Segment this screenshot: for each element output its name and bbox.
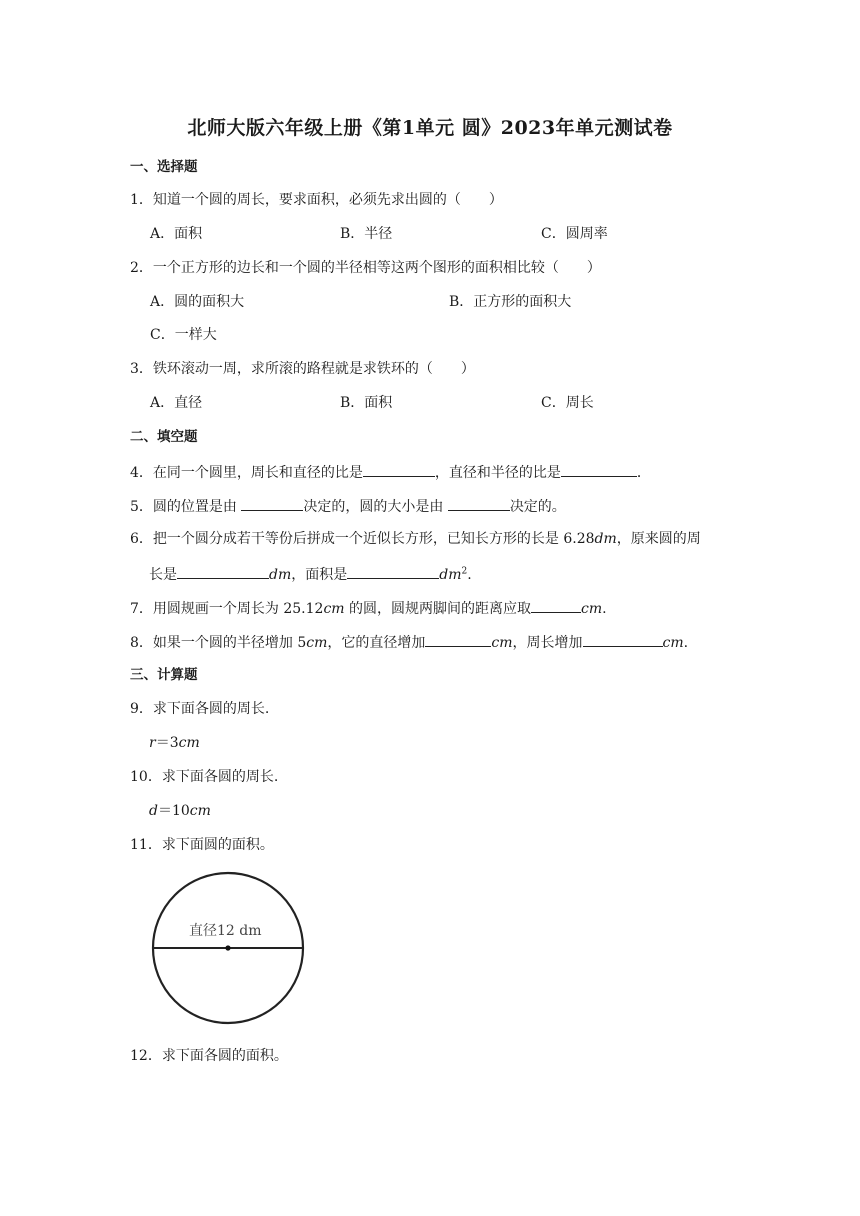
q6-unit-1: dm xyxy=(594,531,617,547)
q7-unit-2: cm xyxy=(581,601,603,617)
q10-variable: d xyxy=(149,803,158,819)
q4-text-3: ． xyxy=(636,465,651,481)
section-heading-fill: 二、填空题 xyxy=(130,429,198,445)
center-point xyxy=(225,945,230,950)
question-2: 2．一个正方形的边长和一个圆的半径相等这两个图形的面积相比较（ ） xyxy=(130,260,601,276)
q4-blank-1[interactable] xyxy=(363,461,435,477)
q7-text-3: . xyxy=(602,601,607,617)
q8-text-3: ，周长增加 xyxy=(512,635,583,651)
q6-blank-2[interactable] xyxy=(347,563,439,579)
question-5 xyxy=(130,495,566,517)
q1-option-b: B．半径 xyxy=(340,226,393,242)
q7-text-1: 7．用圆规画一个周长为 25.12 xyxy=(130,601,324,617)
question-1: 1．知道一个圆的周长，要求面积，必须先求出圆的（ ） xyxy=(130,192,503,208)
question-10: 10．求下面各圆的周长. xyxy=(130,769,279,785)
q10-given xyxy=(149,801,211,821)
q9-equals: ＝3 xyxy=(155,735,179,751)
q8-unit-3: cm xyxy=(662,635,684,651)
section-heading-calc: 三、计算题 xyxy=(130,667,198,683)
q7-blank-1[interactable] xyxy=(531,597,581,613)
q8-unit-1: cm xyxy=(306,635,328,651)
q6-unit-2: dm xyxy=(269,567,292,583)
q5-text-2: 决定的，圆的大小是由 xyxy=(303,499,448,515)
section-heading-choice: 一、选择题 xyxy=(130,159,198,175)
question-8 xyxy=(130,631,688,653)
q6-text-2: ，原来圆的周 xyxy=(616,531,701,547)
q8-text-2: ，它的直径增加 xyxy=(327,635,426,651)
q6-text-3: 长是 xyxy=(149,567,177,583)
question-6-line-1 xyxy=(130,529,701,549)
q2-option-c: C．一样大 xyxy=(150,327,217,343)
q9-unit: cm xyxy=(178,735,200,751)
q7-unit-1: cm xyxy=(323,601,345,617)
q5-text-1: 5．圆的位置是由 xyxy=(130,499,242,515)
q8-unit-2: cm xyxy=(491,635,513,651)
q3-option-a: A．直径 xyxy=(150,395,203,411)
q6-superscript: 2 xyxy=(461,566,468,577)
q8-text-1: 8．如果一个圆的半径增加 5 xyxy=(130,635,307,651)
q5-blank-2[interactable] xyxy=(448,495,510,511)
q10-unit: cm xyxy=(189,803,211,819)
q4-text-2: ，直径和半径的比是 xyxy=(434,465,561,481)
question-6-line-2 xyxy=(149,563,472,585)
q2-option-b: B．正方形的面积大 xyxy=(449,294,572,310)
q6-text-1: 6．把一个圆分成若干等份后拼成一个近似长方形，已知长方形的长是 6.28 xyxy=(130,531,595,547)
q1-option-a: A．面积 xyxy=(150,226,203,242)
q9-given xyxy=(149,733,200,753)
page-title: 北师大版六年级上册《第1单元 圆》2023年单元测试卷 xyxy=(187,117,673,139)
question-7 xyxy=(130,597,607,619)
question-3: 3．铁环滚动一周，求所滚的路程就是求铁环的（ ） xyxy=(130,361,475,377)
q5-blank-1[interactable] xyxy=(241,495,303,511)
q8-blank-1[interactable] xyxy=(425,631,491,647)
q10-equals: ＝10 xyxy=(157,803,190,819)
q3-option-c: C．周长 xyxy=(541,395,594,411)
q6-blank-1[interactable] xyxy=(177,563,269,579)
q7-text-2: 的圆，圆规两脚间的距离应取 xyxy=(344,601,532,617)
q6-unit-3: dm xyxy=(439,567,462,583)
q6-text-5: . xyxy=(467,567,472,583)
diameter-label: 直径12 dm xyxy=(189,923,262,939)
q6-text-4: ，面积是 xyxy=(291,567,348,583)
q4-blank-2[interactable] xyxy=(561,461,637,477)
q8-text-4: . xyxy=(683,635,689,651)
question-12: 12．求下面各圆的面积。 xyxy=(130,1048,288,1064)
question-4 xyxy=(130,461,651,483)
q3-option-b: B．面积 xyxy=(340,395,393,411)
q9-variable: r xyxy=(149,735,156,751)
q8-blank-2[interactable] xyxy=(583,631,663,647)
question-9: 9．求下面各圆的周长. xyxy=(130,701,270,717)
q2-option-a: A．圆的面积大 xyxy=(150,294,245,310)
q5-text-3: 决定的。 xyxy=(509,499,566,515)
q4-text-1: 4．在同一个圆里，周长和直径的比是 xyxy=(130,465,363,481)
circle-diameter-figure xyxy=(148,868,310,1028)
q1-option-c: C．圆周率 xyxy=(541,226,608,242)
question-11: 11．求下面圆的面积。 xyxy=(130,837,274,853)
